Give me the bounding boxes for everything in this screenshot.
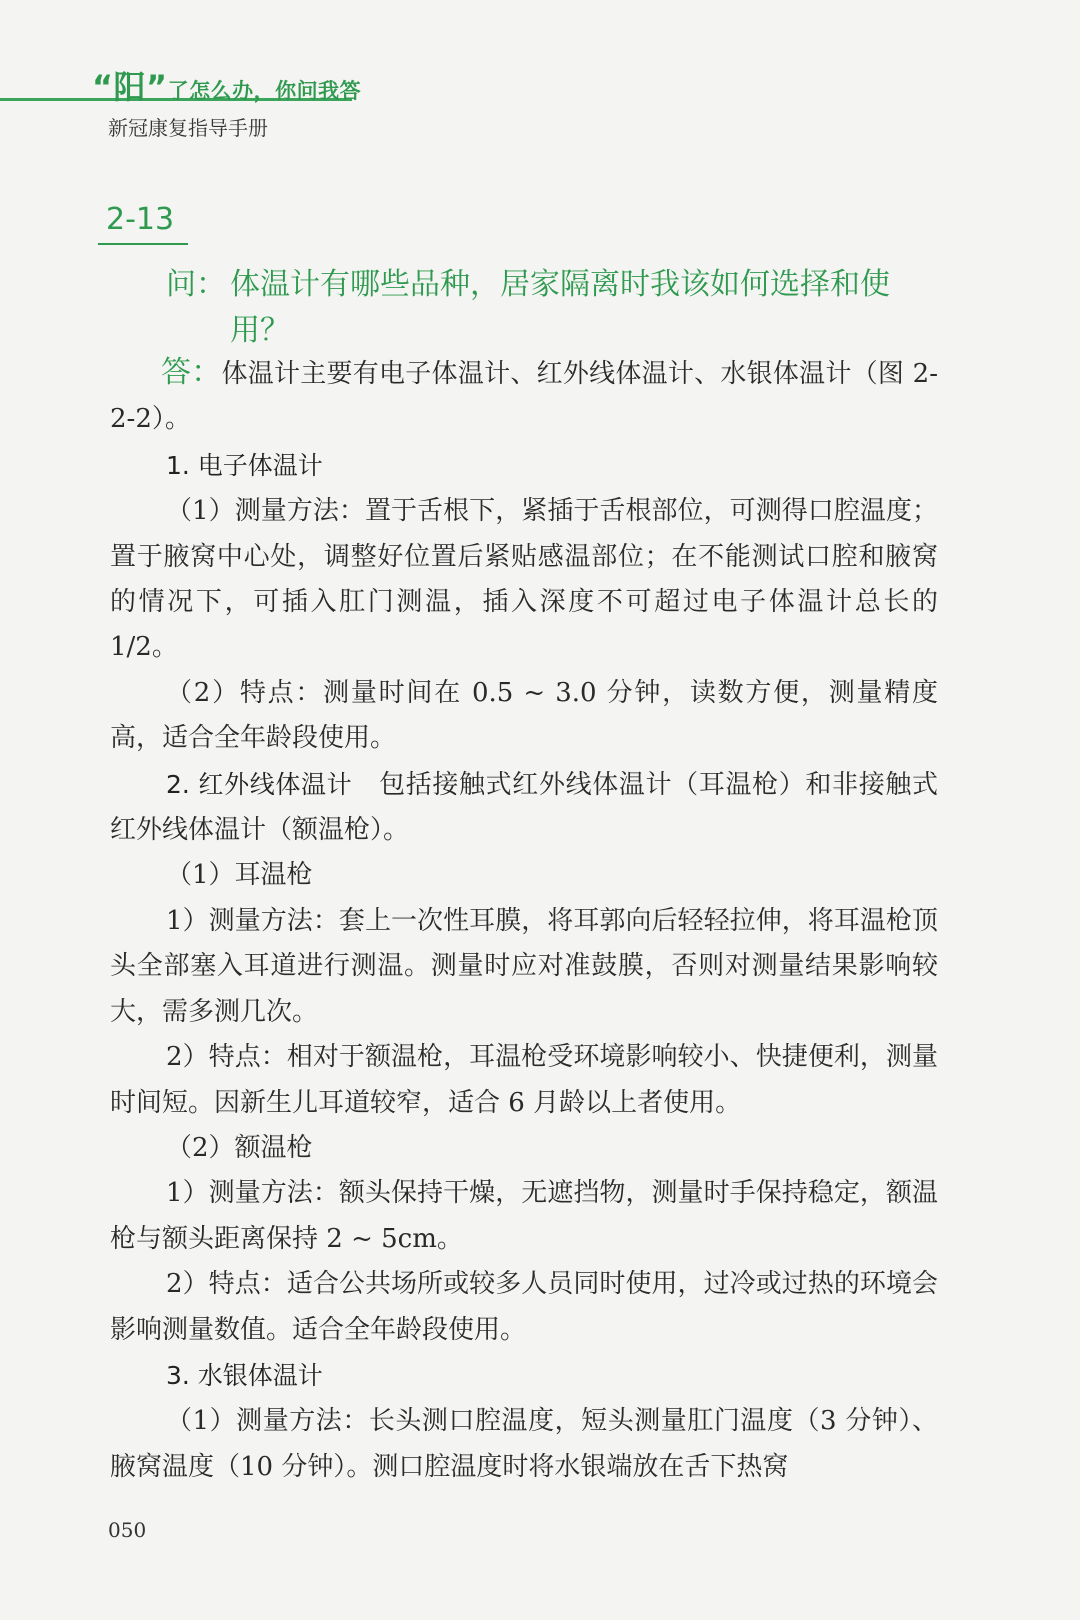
paragraph-forehead-method: 1）测量方法：额头保持干燥，无遮挡物，测量时手保持稳定，额温枪与额头距离保持 2 ~ 5cm。 <box>110 1178 938 1254</box>
section-number: 2-13 <box>106 202 175 237</box>
heading-infrared-text: 2. 红外线体温计 <box>166 769 353 799</box>
question-block <box>166 262 936 354</box>
paragraph-ear-feature: 2）特点：相对于额温枪，耳温枪受环境影响较小、快捷便利，测量时间短。因新生儿耳道较窄，适合 6 月龄以上者使用。 <box>110 1042 938 1118</box>
question-label: 问： <box>166 267 226 302</box>
paragraph-ear-method: 1）测量方法：套上一次性耳膜，将耳郭向后轻轻拉伸，将耳温枪顶头全部塞入耳道进行测温。测量时应对准鼓膜，否则对测量结果影响较大，需多测几次。 <box>110 905 938 1027</box>
subheading-ear: （1）耳温枪 <box>166 860 313 891</box>
subheading-forehead: （2）额温枪 <box>166 1132 313 1163</box>
question-text: 体温计有哪些品种，居家隔离时我该如何选择和使用？ <box>230 267 890 348</box>
body-content <box>110 350 938 1490</box>
answer-paragraph <box>110 350 938 443</box>
heading-mercury-text: 3. 水银体温计 <box>166 1360 323 1390</box>
heading-mercury <box>110 1353 938 1399</box>
heading-infrared-trail: 包括接触式红外线体温计（耳温枪）和非接触式红外线体温计（额温枪）。 <box>110 769 938 846</box>
series-title-rest: 了怎么办，你问我答 <box>167 79 362 103</box>
series-title <box>92 62 361 108</box>
book-subtitle: 新冠康复指导手册 <box>108 116 268 140</box>
heading-electronic <box>110 443 938 489</box>
paragraph-mercury-method: （1）测量方法：长头测口腔温度，短头测量肛门温度（3 分钟）、腋窝温度（10 分钟）。测口腔温度时将水银端放在舌下热窝 <box>110 1406 938 1482</box>
paragraph-electronic-method: （1）测量方法：置于舌根下，紧插于舌根部位，可测得口腔温度；置于腋窝中心处，调整好位置后紧贴感温部位；在不能测试口腔和腋窝的情况下，可插入肛门测温，插入深度不可超过电子体温计总长的 1/2。 <box>110 496 938 663</box>
series-title-prefix: “阳” <box>92 68 168 106</box>
answer-label: 答： <box>161 355 222 390</box>
paragraph-forehead-feature: 2）特点：适合公共场所或较多人员同时使用，过冷或过热的环境会影响测量数值。适合全年龄段使用。 <box>110 1269 938 1345</box>
page-number: 050 <box>108 1518 147 1542</box>
paragraph-electronic-feature: （2）特点：测量时间在 0.5 ~ 3.0 分钟，读数方便，测量精度高，适合全年龄段使用。 <box>110 677 938 754</box>
answer-intro: 体温计主要有电子体温计、红外线体温计、水银体温计（图 2-2-2）。 <box>110 359 939 435</box>
heading-electronic-text: 1. 电子体温计 <box>166 450 323 480</box>
heading-infrared <box>110 762 938 854</box>
section-underline <box>98 243 188 245</box>
